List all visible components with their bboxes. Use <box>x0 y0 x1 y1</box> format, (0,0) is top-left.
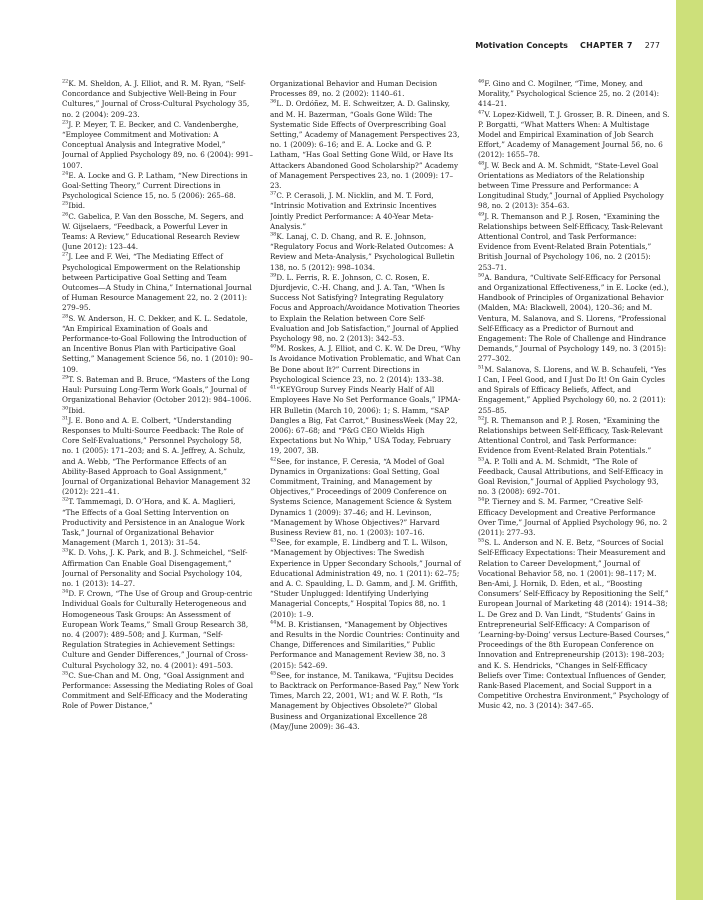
endnote-text: S. W. Anderson, H. C. Dekker, and K. L. Sedatole, “An Empirical Examination of Goals and Performance-to-Goal Following the Introduction of an Incentive Bonus Plan with Participative Goal Setting,” Management Science 56, no. 1 (2010): 90–109. <box>62 313 254 374</box>
endnote-text: C. P. Cerasoli, J. M. Nicklin, and M. T. Ford, “Intrinsic Motivation and Extrinsic Incentives Jointly Predict Performance: A 40-Year Meta-Analysis.” <box>270 191 437 231</box>
endnote-number: 48 <box>478 160 485 167</box>
endnote-number: 24 <box>62 170 69 177</box>
endnote-number: 44 <box>270 619 277 626</box>
endnote-text: J. Lee and F. Wei, “The Mediating Effect of Psychological Empowerment on the Relationship between Participative Goal Setting and Team Outcomes—A Study in China,” International Journal of Human Resource Management 22, no. 2 (2011): 279–95. <box>62 252 252 313</box>
endnote <box>270 79 462 99</box>
endnote-text: J. E. Bono and A. E. Colbert, “Understanding Responses to Multi-Source Feedback: The Role of Core Self-Evaluations,” Personnel Psychology 58, no. 1 (2005): 171–203; and S. A. Jeffrey, A. Schulz, and A. Webb, “The Performance Effects of an Ability-Based Approach to Goal Assignment,” Journal of Organizational Behavior Management 32 (2012): 221–41. <box>62 415 251 497</box>
endnote-number: 27 <box>62 252 69 259</box>
endnote <box>270 99 462 191</box>
endnote <box>62 416 254 498</box>
page-edge-tab <box>676 0 703 900</box>
endnote <box>62 375 254 406</box>
running-header <box>430 41 660 50</box>
endnote <box>62 589 254 671</box>
endnote-number: 29 <box>62 374 69 381</box>
endnote <box>62 212 254 253</box>
endnote-number: 49 <box>478 211 485 218</box>
endnote <box>62 79 254 120</box>
endnote-text: J. R. Themanson and P. J. Rosen, “Examining the Relationships between Self-Efficacy, Task-Relevant Attentional Control, and Task Performance: Evidence from Event-Related Brain Potentials.” <box>478 415 663 456</box>
chapter-title: Motivation Concepts <box>475 41 568 50</box>
endnote <box>478 457 670 498</box>
endnote <box>478 365 670 416</box>
endnote-number: 35 <box>62 670 69 677</box>
endnote-text: M. Roskes, A. J. Elliot, and C. K. W. De Dreu, “Why Is Avoidance Motivation Problematic, and What Can Be Done about It?” Current Directions in Psychological Science 23, no. 2 (2014): 133–38. <box>270 344 461 384</box>
endnote-text: L. D. Ordóñez, M. E. Schweitzer, A. D. Galinsky, and M. H. Bazerman, “Goals Gone Wild: The Systematic Side Effects of Overprescribing Goal Setting,” Academy of Management Perspectives 23, no. 1 (2009): 6–16; and E. A. Locke and G. P. Latham, “Has Goal Setting Gone Wild, or Have Its Attackers Abandoned Good Scholarship?” Academy of Management Perspectives 23, no. 1 (2009): 17–23. <box>270 99 460 191</box>
endnote-text: M. Salanova, S. Llorens, and W. B. Schaufeli, “Yes I Can, I Feel Good, and I Just Do It! On Gain Cycles and Spirals of Efficacy Beliefs, Affect, and Engagement,” Applied Psychology 60, no. 2 (2011): 255–85. <box>478 364 667 415</box>
endnote-text: K. D. Vohs, J. K. Park, and B. J. Schmeichel, “Self-Affirmation Can Enable Goal Disengagement,” Journal of Personality and Social Psychology 104, no. 1 (2013): 14–27. <box>62 548 248 588</box>
endnote <box>62 201 254 211</box>
notes-column-3 <box>478 79 670 879</box>
endnote <box>478 79 670 110</box>
endnote-number: 54 <box>478 496 485 503</box>
endnote-number: 25 <box>62 201 69 208</box>
endnote-text: D. L. Ferris, R. E. Johnson, C. C. Rosen, E. Djurdjevic, C.-H. Chang, and J. A. Tan, “When Is Success Not Satisfying? Integrating Regulatory Focus and Approach/Avoidance Motivation Theories to Explain the Relation between Core Self-Evaluation and Job Satisfaction,” Journal of Applied Psychology 98, no. 2 (2013): 342–53. <box>270 272 460 344</box>
endnote <box>478 497 670 538</box>
endnote-text: Ibid. <box>68 405 85 415</box>
endnote <box>270 232 462 273</box>
endnote <box>270 385 462 456</box>
endnote <box>478 538 670 711</box>
endnote-text: P. Tierney and S. M. Farmer, “Creative Self-Efficacy Development and Creative Performance Over Time,” Journal of Applied Psychology 96, no. 2 (2011): 277–93. <box>478 497 668 537</box>
endnote <box>270 344 462 385</box>
endnote-number: 34 <box>62 588 69 595</box>
endnote <box>478 110 670 161</box>
endnote <box>62 252 254 313</box>
notes-column-2 <box>270 79 462 879</box>
endnote <box>478 273 670 365</box>
endnote-text: V. Lopez-Kidwell, T. J. Grosser, B. R. Dineen, and S. P. Borgatti, “What Matters When: A Multistage Model and Empirical Examination of Job Search Effort,” Academy of Management Journal 56, no. 6 (2012): 1655–78. <box>478 109 670 160</box>
endnote-number: 47 <box>478 109 485 116</box>
endnote-number: 41 <box>270 384 277 391</box>
endnote-number: 36 <box>270 99 277 106</box>
endnote <box>270 671 462 732</box>
endnote-number: 45 <box>270 670 277 677</box>
endnote-number: 38 <box>270 231 277 238</box>
endnote-number: 52 <box>478 415 485 422</box>
endnote <box>478 416 670 457</box>
endnote <box>270 191 462 232</box>
endnote-text: See, for instance, M. Tanikawa, “Fujitsu Decides to Backtrack on Performance-Based Pay,” New York Times, March 22, 2001, W1; and W. F. Roth, “Is Management by Objectives Obsolete?” Global Business and Organizational Excellence 28 (May/June 2009): 36–43. <box>270 670 459 731</box>
endnote-text: See, for instance, F. Ceresia, “A Model of Goal Dynamics in Organizations: Goal Setting, Goal Commitment, Training, and Management by Objectives,” Proceedings of 2009 Conference on Systems Science, Management Science & System Dynamics 1 (2009): 37–46; and H. Levinson, “Management by Whose Objectives?” Harvard Business Review 81, no. 1 (2003): 107–16. <box>270 456 452 537</box>
endnote-number: 32 <box>62 496 69 503</box>
endnote-number: 31 <box>62 415 69 422</box>
endnote <box>62 314 254 375</box>
endnote-number: 43 <box>270 537 277 544</box>
endnote-number: 30 <box>62 405 69 412</box>
endnote <box>270 620 462 671</box>
endnote <box>270 457 462 539</box>
endnote-text: S. L. Anderson and N. E. Betz, “Sources of Social Self-Efficacy Expectations: Their Measurement and Relation to Career Development,” Journal of Vocational Behavior 58, no. 1 (2001): 98–117; M. Ben-Ami, J. Hornik, D. Eden, et al., “Boosting Consumers’ Self-Efficacy by Repositioning the Self,” European Journal of Marketing 48 (2014): 1914–38; L. De Grez and D. Van Lindt, “Students’ Gains in Entrepreneurial Self-Efficacy: A Comparison of ‘Learning-by-Doing’ versus Lecture-Based Courses,” Proceedings of the 8th European Conference on Innovation and Entrepreneurship (2013): 198–203; and K. S. Hendricks, “Changes in Self-Efficacy Beliefs over Time: Contextual Influences of Gender, Rank-Based Placement, and Social Support in a Competitive Orchestra Environment,” Psychology of Music 42, no. 3 (2014): 347–65. <box>478 538 670 711</box>
endnote-text: A. Bandura, “Cultivate Self-Efficacy for Personal and Organizational Effectiveness,” in E. Locke (ed.), Handbook of Principles of Organizational Behavior (Malden, MA: Blackwell, 2004), 120–36; and M. Ventura, M. Salanova, and S. Llorens, “Professional Self-Efficacy as a Predictor of Burnout and Engagement: The Role of Challenge and Hindrance Demands,” Journal of Psychology 149, no. 3 (2015): 277–302. <box>478 272 669 364</box>
endnote-text: Ibid. <box>68 201 85 211</box>
notes-column-1 <box>62 79 254 879</box>
endnote-text: Organizational Behavior and Human Decision Processes 89, no. 2 (2002): 1140–61. <box>270 79 438 99</box>
endnote <box>62 406 254 416</box>
endnote <box>478 212 670 273</box>
endnote <box>478 161 670 212</box>
endnote-number: 28 <box>62 313 69 320</box>
endnote-number: 51 <box>478 364 485 371</box>
endnote-number: 33 <box>62 547 69 554</box>
endnote-text: J. W. Beck and A. M. Schmidt, “State-Level Goal Orientations as Mediators of the Relationship between Time Pressure and Performance: A Longitudinal Study,” Journal of Applied Psychology 98, no. 2 (2013): 354–63. <box>478 160 664 211</box>
endnote <box>62 671 254 712</box>
endnote-number: 22 <box>62 79 69 85</box>
endnote-number: 39 <box>270 272 277 279</box>
endnote-text: K. Lanaj, C. D. Chang, and R. E. Johnson, “Regulatory Focus and Work-Related Outcomes: A Review and Meta-Analysis,” Psychological Bulletin 138, no. 5 (2012): 998–1034. <box>270 232 455 272</box>
chapter-label: CHAPTER 7 <box>579 41 633 50</box>
endnote-text: E. A. Locke and G. P. Latham, “New Directions in Goal-Setting Theory,” Current Directions in Psychological Science 15, no. 5 (2006): 265–68. <box>62 170 248 201</box>
endnote-number: 50 <box>478 272 485 279</box>
endnote-text: K. M. Sheldon, A. J. Elliot, and R. M. Ryan, “Self-Concordance and Subjective Well-Being in Four Cultures,” Journal of Cross-Cultural Psychology 35, no. 2 (2004): 209–23. <box>62 79 250 119</box>
endnote-text: J. R. Themanson and P. J. Rosen, “Examining the Relationships between Self-Efficacy, Task-Relevant Attentional Control, and Task Performance: Evidence from Event-Related Brain Potentials,” British Journal of Psychology 106, no. 2 (2015): 253–71. <box>478 211 663 272</box>
endnote-text: “KEYGroup Survey Finds Nearly Half of All Employees Have No Set Performance Goals,” IPMA-HR Bulletin (March 10, 2006): 1; S. Hamm, “SAP Dangles a Big, Fat Carrot,” BusinessWeek (May 22, 2006): 67–68; and “P&G CEO Wields High Expectations but No Whip,” USA Today, February 19, 2007, 3B. <box>270 385 461 456</box>
endnote-text: D. F. Crown, “The Use of Group and Group-centric Individual Goals for Culturally Heterogeneous and Homogeneous Task Groups: An Assessment of European Work Teams,” Small Group Research 38, no. 4 (2007): 489–508; and J. Kurman, “Self-Regulation Strategies in Achievement Settings: Culture and Gender Differences,” Journal of Cross-Cultural Psychology 32, no. 4 (2001): 491–503. <box>62 589 253 670</box>
endnote-text: M. B. Kristiansen, “Management by Objectives and Results in the Nordic Countries: Continuity and Change, Differences and Similarities,” Public Performance and Management Review 38, no. 3 (2015): 542–69. <box>270 619 460 670</box>
endnote-number: 40 <box>270 343 277 350</box>
endnote-text: A. P. Tolli and A. M. Schmidt, “The Role of Feedback, Causal Attributions, and Self-Efficacy in Goal Revision,” Journal of Applied Psychology 93, no. 3 (2008): 692–701. <box>478 456 664 497</box>
endnote-text: C. Sue-Chan and M. Ong, “Goal Assignment and Performance: Assessing the Mediating Roles of Goal Commitment and Self-Efficacy and the Moderating Role of Power Distance,” <box>62 670 254 711</box>
endnote-number: 46 <box>478 79 485 85</box>
endnote <box>62 171 254 202</box>
endnote-number: 37 <box>270 190 277 197</box>
endnote <box>270 273 462 344</box>
endnote-number: 55 <box>478 537 485 544</box>
endnote-text: T. Tammemagi, D. O’Hora, and K. A. Maglieri, “The Effects of a Goal Setting Intervention on Productivity and Persistence in an Analogue Work Task,” Journal of Organizational Behavior Management (March 1, 2013): 31–54. <box>62 497 245 548</box>
endnote-text: See, for example, E. Lindberg and T. L. Wilson, “Management by Objectives: The Swedish Experience in Upper Secondary Schools,” Journal of Educational Administration 49, no. 1 (2011): 62–75; and A. C. Spaulding, L. D. Gamm, and J. M. Griffith, “Studer Unplugged: Identifying Underlying Managerial Concepts,” Hospital Topics 88, no. 1 (2010): 1–9. <box>270 538 461 619</box>
endnote-text: T. S. Bateman and B. Bruce, “Masters of the Long Haul: Pursuing Long-Term Work Goals,” Journal of Organizational Behavior (October 2012): 984–1006. <box>62 374 252 405</box>
endnote-text: J. P. Meyer, T. E. Becker, and C. Vandenberghe, “Employee Commitment and Motivation: A Conceptual Analysis and Integrative Model,” Journal of Applied Psychology 89, no. 6 (2004): 991–1007. <box>62 119 254 170</box>
endnote <box>270 538 462 620</box>
endnote <box>62 548 254 589</box>
endnote <box>62 120 254 171</box>
endnote <box>62 497 254 548</box>
endnote-text: F. Gino and C. Mogilner, “Time, Money, and Morality,” Psychological Science 25, no. 2 (2014): 414–21. <box>478 79 660 109</box>
endnote-number: 26 <box>62 211 69 218</box>
endnote-text: C. Gabelica, P. Van den Bossche, M. Segers, and W. Gijselaers, “Feedback, a Powerful Lever in Teams: A Review,” Educational Research Review (June 2012): 123–44. <box>62 211 244 252</box>
page-number: 277 <box>644 41 660 50</box>
endnote-number: 53 <box>478 456 485 463</box>
endnote-number: 23 <box>62 119 69 126</box>
endnote-number: 42 <box>270 456 277 463</box>
